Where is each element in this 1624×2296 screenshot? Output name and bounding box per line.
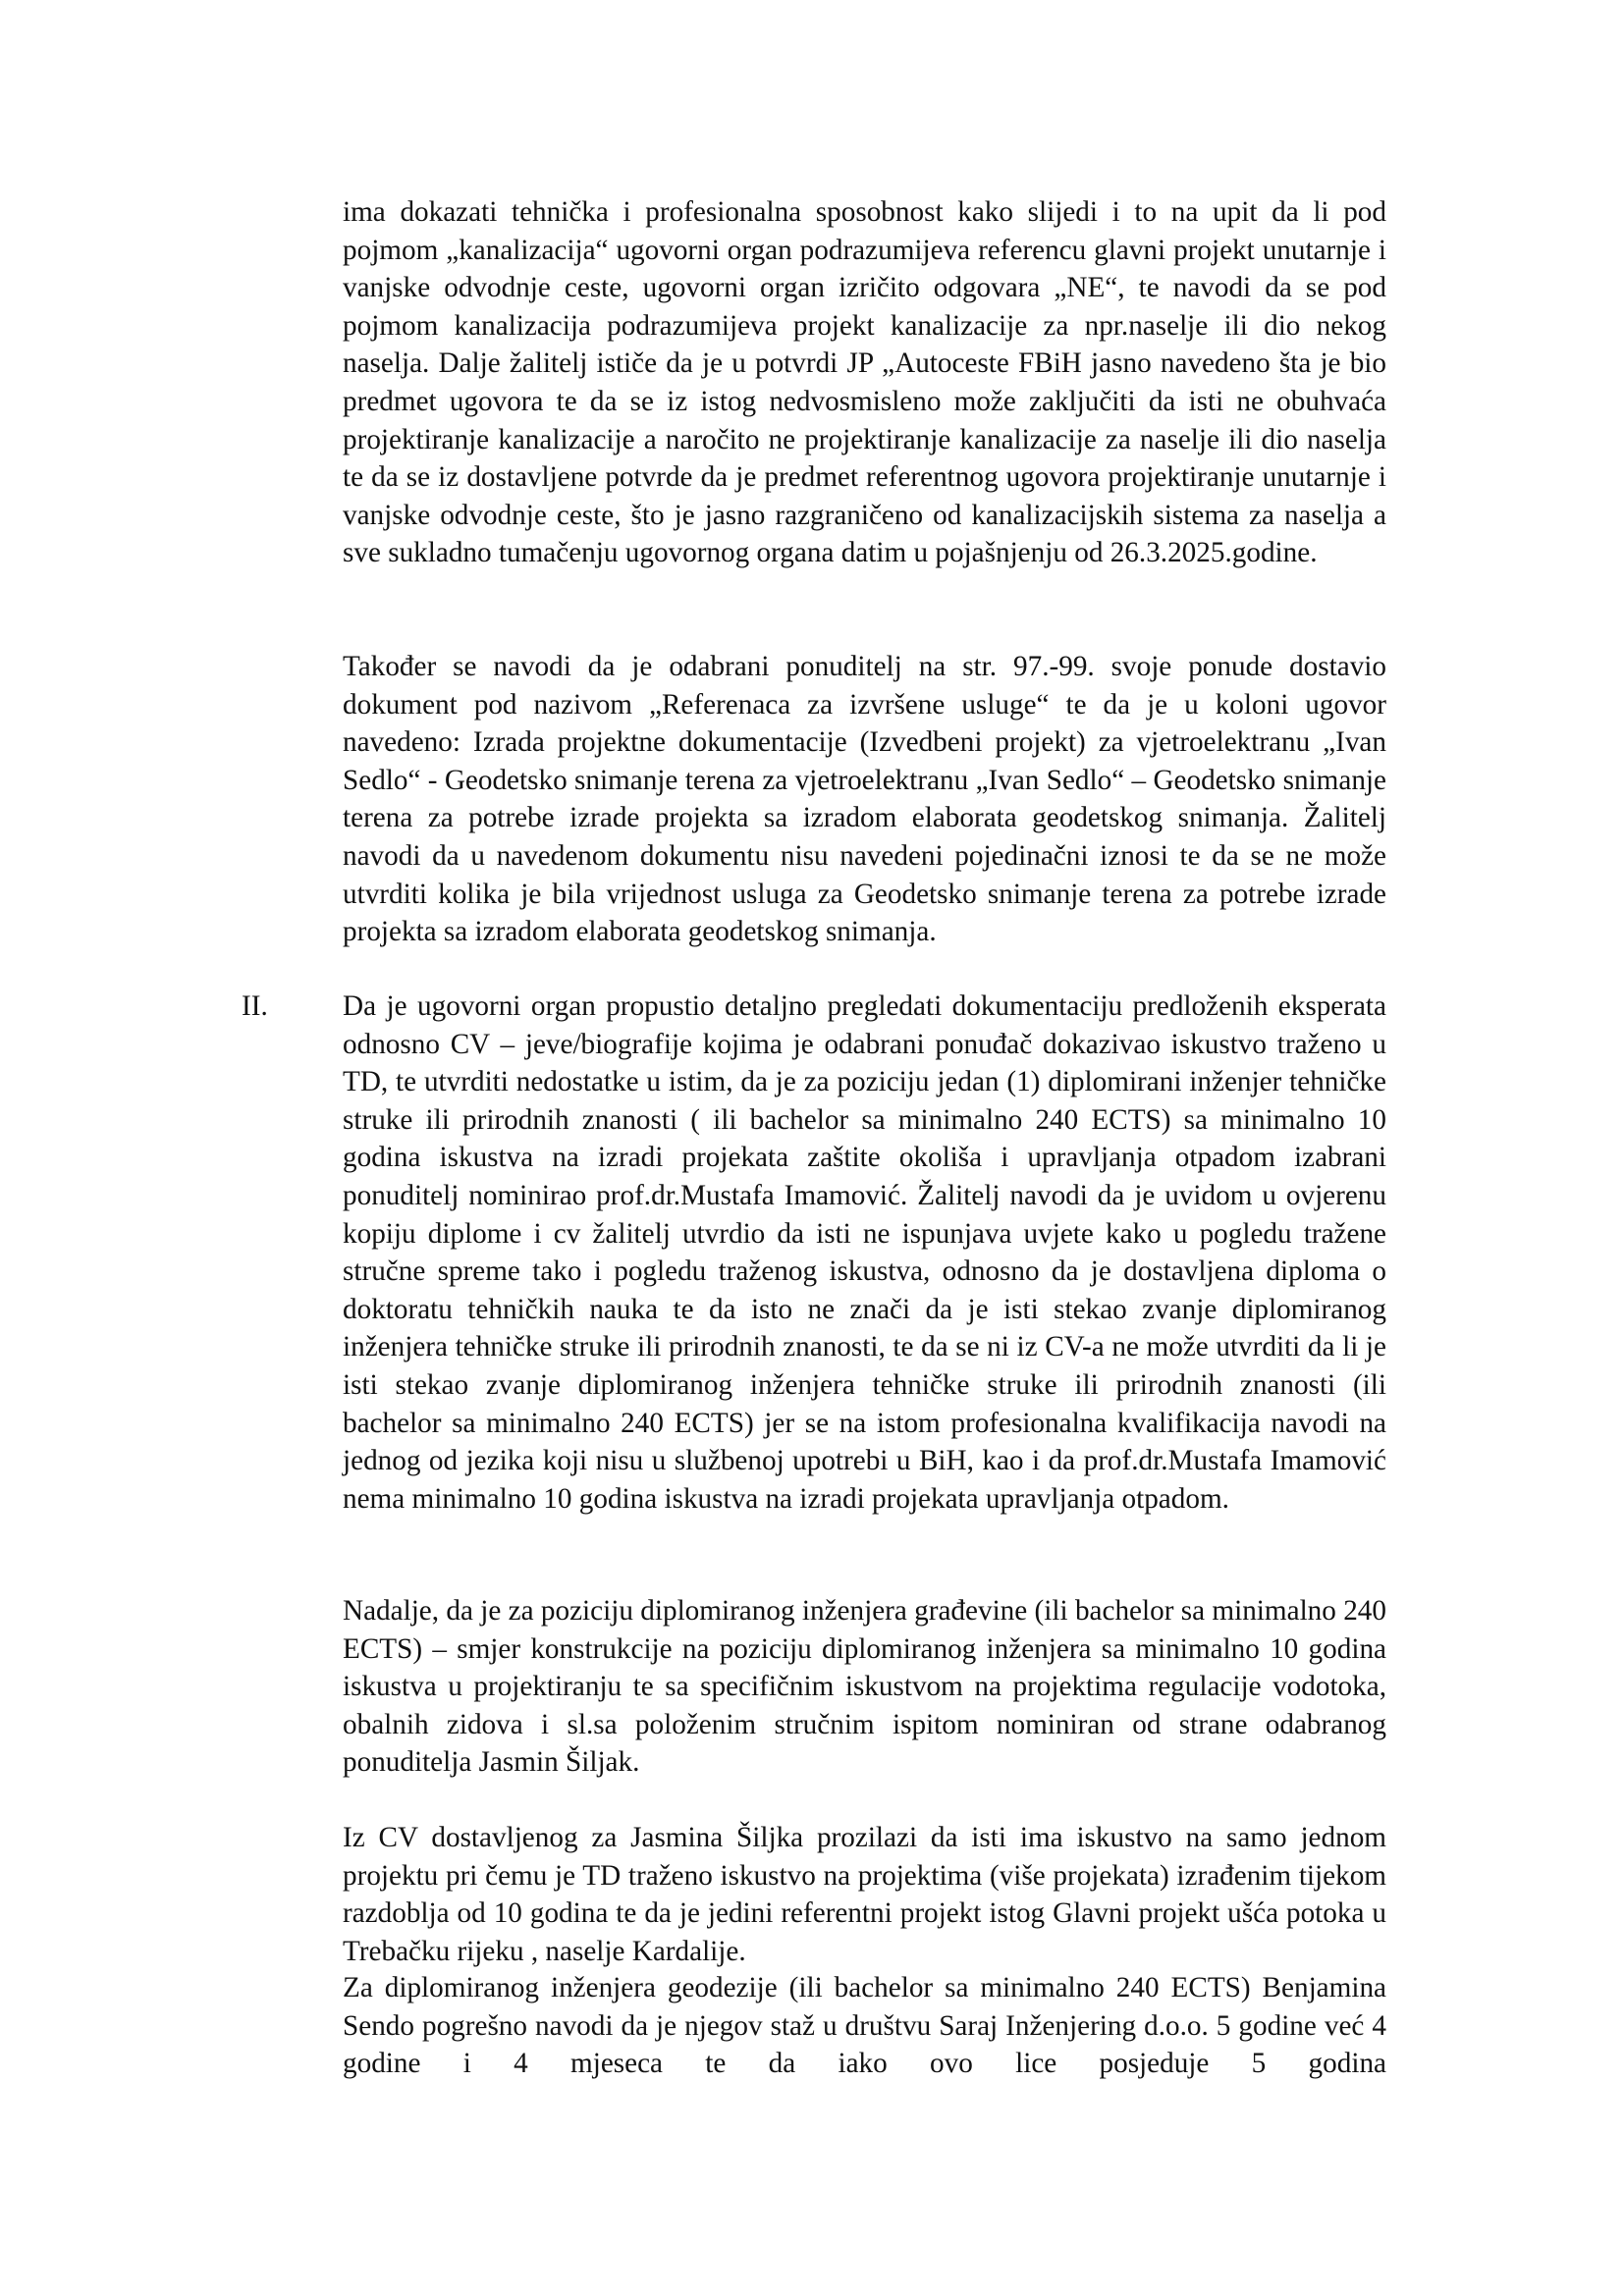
paragraph-civil-engineer-position: Nadalje, da je za poziciju diplomiranog inženjera građevine (ili bachelor sa minimalno 240 ECTS) – smjer konstrukcije na poziciju diplomiranog inženjera sa minimalno 10 godina iskustva u projektiranju te sa specifičnim iskustvom na projektima regulacije vodotoka, obalnih zidova i sl.sa položenim stručnim ispitom nominiran od strane odabranog ponuditelja Jasmin Šiljak. [343, 1595, 1386, 1779]
paragraph-section-ii-experts: Da je ugovorni organ propustio detaljno pregledati dokumentaciju predloženih eksperata odnosno CV – jeve/biografije kojima je odabrani ponuđač dokazivao iskustvo traženo u TD, te utvrditi nedostatke u istim, da je za poziciju jedan (1) diplomirani inženjer tehničke struke ili prirodnih znanosti ( ili bachelor sa minimalno 240 ECTS) sa minimalno 10 godina iskustva na izradi projekata zaštite okoliša i upravljanja otpadom izabrani ponuditelj nominirao prof.dr.Mustafa Imamović. Žalitelj navodi da je uvidom u ovjerenu kopiju diplome i cv žalitelj utvrdio da isti ne ispunjava uvjete kako u pogledu tražene stručne spreme tako i pogledu traženog iskustva, odnosno da je dostavljena diploma o doktoratu tehničkih nauka te da isto ne znači da je isti stekao zvanje diplomiranog inženjera tehničke struke ili prirodnih znanosti, te da se ni iz CV-a ne može utvrditi da li je isti stekao zvanje diplomiranog inženjera tehničke struke ili prirodnih znanosti (ili bachelor sa minimalno 240 ECTS) jer se na istom profesionalna kvalifikacija navodi na jednog od jezika koji nisu u službenoj upotrebi u BiH, kao i da prof.dr.Mustafa Imamović nema minimalno 10 godina iskustva na izradi projekata upravljanja otpadom. [343, 990, 1386, 1515]
paragraph-jasmin-siljak-cv: Iz CV dostavljenog za Jasmina Šiljka prozilazi da isti ima iskustvo na samo jednom projektu pri čemu je TD traženo iskustvo na projektima (više projekata) izrađenim tijekom razdoblja od 10 godina te da je jedini referentni projekt istog Glavni projekt ušća potoka u Trebačku rijeku , naselje Kardalije. [343, 1822, 1386, 1967]
paragraph-geodesy-engineer: Za diplomiranog inženjera geodezije (ili bachelor sa minimalno 240 ECTS) Benjamina Sendo pogrešno navodi da je njegov staž u društvu Saraj Inženjering d.o.o. 5 godine već 4 godine i 4 mjeseca te da iako ovo lice posjeduje 5 godina [343, 1972, 1386, 2080]
section-ii-marker: II. [242, 990, 268, 1022]
paragraph-intro: ima dokazati tehnička i profesionalna sposobnost kako slijedi i to na upit da li pod pojmom „kanalizacija“ ugovorni organ podrazumijeva referencu glavni projekt unutarnje i vanjske odvodnje ceste, ugovorni organ izričito odgovara „NE“, te navodi da se pod pojmom kanalizacija podrazumijeva projekt kanalizacije za npr.naselje ili dio nekog naselja. Dalje žalitelj ističe da je u potvrdi JP „Autoceste FBiH jasno navedeno šta je bio predmet ugovora te da se iz istog nedvosmisleno može zaključiti da isti ne obuhvaća projektiranje kanalizacije a naročito ne projektiranje kanalizacije za naselje ili dio naselja te da se iz dostavljene potvrde da je predmet referentnog ugovora projektiranje unutarnje i vanjske odvodnje ceste, što je jasno razgraničeno od kanalizacijskih sistema za naselja a sve sukladno tumačenju ugovornog organa datim u pojašnjenju od 26.3.2025.godine. [343, 196, 1386, 569]
paragraph-selected-bidder-references: Također se navodi da je odabrani ponuditelj na str. 97.-99. svoje ponude dostavio dokument pod nazivom „Referenaca za izvršene usluge“ te da je u koloni ugovor navedeno: Izrada projektne dokumentacije (Izvedbeni projekt) za vjetroelektranu „Ivan Sedlo“ - Geodetsko snimanje terena za vjetroelektranu „Ivan Sedlo“ – Geodetsko snimanje terena za potrebe izrade projekta sa izradom elaborata geodetskog snimanja. Žalitelj navodi da u navedenom dokumentu nisu navedeni pojedinačni iznosi te da se ne može utvrditi kolika je bila vrijednost usluga za Geodetsko snimanje terena za potrebe izrade projekta sa izradom elaborata geodetskog snimanja. [343, 651, 1386, 948]
